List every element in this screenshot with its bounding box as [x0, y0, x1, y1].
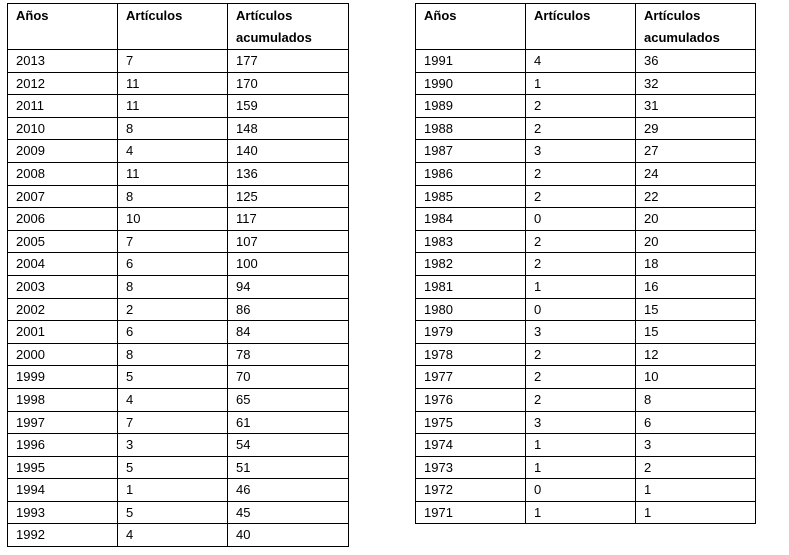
cell-articles: 11 [118, 162, 228, 185]
cell-year: 1990 [416, 72, 526, 95]
cell-cumulative: 1 [636, 479, 756, 502]
cell-year: 1986 [416, 162, 526, 185]
cell-articles: 2 [526, 343, 636, 366]
cell-cumulative: 100 [228, 253, 349, 276]
cell-cumulative: 6 [636, 411, 756, 434]
cell-cumulative: 51 [228, 456, 349, 479]
cell-articles: 6 [118, 253, 228, 276]
cell-cumulative: 46 [228, 479, 349, 502]
header-cumulative [228, 4, 349, 50]
cell-articles: 4 [118, 388, 228, 411]
cell-year: 2012 [8, 72, 118, 95]
cell-articles: 10 [118, 208, 228, 231]
cell-cumulative: 170 [228, 72, 349, 95]
cell-articles: 2 [526, 185, 636, 208]
cell-articles: 8 [118, 343, 228, 366]
cell-year: 2006 [8, 208, 118, 231]
cell-articles: 1 [526, 456, 636, 479]
cell-cumulative: 12 [636, 343, 756, 366]
cell-cumulative: 10 [636, 366, 756, 389]
cell-articles: 8 [118, 275, 228, 298]
cell-articles: 1 [118, 479, 228, 502]
cell-articles: 5 [118, 456, 228, 479]
cell-articles: 2 [526, 95, 636, 118]
cell-year: 1991 [416, 50, 526, 73]
cell-cumulative: 65 [228, 388, 349, 411]
cell-articles: 11 [118, 72, 228, 95]
table-header-row [416, 4, 756, 50]
table-row [8, 117, 349, 140]
cell-year: 1992 [8, 524, 118, 547]
cell-year: 1981 [416, 275, 526, 298]
cell-cumulative: 159 [228, 95, 349, 118]
cell-cumulative: 61 [228, 411, 349, 434]
cell-articles: 4 [526, 50, 636, 73]
table-row [8, 298, 349, 321]
table-row [8, 524, 349, 547]
cell-year: 1979 [416, 321, 526, 344]
table-row [416, 230, 756, 253]
table-row [416, 321, 756, 344]
cell-cumulative: 8 [636, 388, 756, 411]
cell-articles: 4 [118, 140, 228, 163]
cell-year: 2013 [8, 50, 118, 73]
table-row [8, 366, 349, 389]
table-row [8, 50, 349, 73]
table-header-row [8, 4, 349, 50]
cell-articles: 2 [526, 162, 636, 185]
cell-cumulative: 32 [636, 72, 756, 95]
cell-cumulative: 177 [228, 50, 349, 73]
cell-articles: 8 [118, 185, 228, 208]
cell-cumulative: 94 [228, 275, 349, 298]
header-cumulative-line1: Artículos [236, 8, 293, 23]
table-row [8, 343, 349, 366]
cell-cumulative: 16 [636, 275, 756, 298]
cell-year: 1996 [8, 434, 118, 457]
cell-cumulative: 86 [228, 298, 349, 321]
cell-cumulative: 20 [636, 230, 756, 253]
cell-year: 2001 [8, 321, 118, 344]
table-row [416, 117, 756, 140]
cell-cumulative: 15 [636, 321, 756, 344]
cell-year: 1971 [416, 501, 526, 524]
cell-articles: 2 [526, 230, 636, 253]
cell-articles: 0 [526, 479, 636, 502]
table-row [416, 208, 756, 231]
cell-cumulative: 107 [228, 230, 349, 253]
table-row [416, 501, 756, 524]
table-row [8, 140, 349, 163]
table-row [8, 208, 349, 231]
cell-year: 1993 [8, 501, 118, 524]
cell-cumulative: 148 [228, 117, 349, 140]
cell-articles: 4 [118, 524, 228, 547]
cell-cumulative: 36 [636, 50, 756, 73]
table-row [8, 434, 349, 457]
table-row [8, 95, 349, 118]
cell-articles: 11 [118, 95, 228, 118]
cell-year: 1985 [416, 185, 526, 208]
cell-year: 1973 [416, 456, 526, 479]
cell-articles: 5 [118, 501, 228, 524]
header-cumulative [636, 4, 756, 50]
cell-articles: 7 [118, 230, 228, 253]
cell-year: 2009 [8, 140, 118, 163]
cell-articles: 3 [526, 321, 636, 344]
cell-articles: 2 [526, 366, 636, 389]
cell-articles: 1 [526, 501, 636, 524]
cell-cumulative: 54 [228, 434, 349, 457]
table-body-left [8, 50, 349, 547]
cell-cumulative: 20 [636, 208, 756, 231]
header-cumulative-line2: acumulados [236, 30, 312, 45]
cell-cumulative: 70 [228, 366, 349, 389]
cell-year: 1995 [8, 456, 118, 479]
header-year: Años [8, 4, 118, 50]
cell-articles: 6 [118, 321, 228, 344]
cell-year: 2011 [8, 95, 118, 118]
cell-year: 2007 [8, 185, 118, 208]
cell-articles: 2 [526, 253, 636, 276]
table-row [416, 275, 756, 298]
cell-articles: 5 [118, 366, 228, 389]
table-row [416, 479, 756, 502]
table-row [416, 50, 756, 73]
cell-cumulative: 117 [228, 208, 349, 231]
header-year: Años [416, 4, 526, 50]
table-row [8, 456, 349, 479]
cell-cumulative: 3 [636, 434, 756, 457]
cell-year: 1977 [416, 366, 526, 389]
table-row [8, 411, 349, 434]
cell-year: 1974 [416, 434, 526, 457]
table-row [8, 479, 349, 502]
cell-articles: 8 [118, 117, 228, 140]
cell-articles: 1 [526, 275, 636, 298]
cell-cumulative: 78 [228, 343, 349, 366]
cell-cumulative: 29 [636, 117, 756, 140]
cell-year: 1978 [416, 343, 526, 366]
cell-year: 2010 [8, 117, 118, 140]
table-row [416, 95, 756, 118]
cell-year: 1988 [416, 117, 526, 140]
cell-articles: 7 [118, 411, 228, 434]
cell-year: 1984 [416, 208, 526, 231]
table-row [8, 185, 349, 208]
cell-cumulative: 84 [228, 321, 349, 344]
cell-articles: 2 [526, 117, 636, 140]
cell-articles: 2 [118, 298, 228, 321]
cell-cumulative: 22 [636, 185, 756, 208]
cell-cumulative: 140 [228, 140, 349, 163]
cell-cumulative: 125 [228, 185, 349, 208]
table-row [8, 275, 349, 298]
cell-articles: 0 [526, 208, 636, 231]
cell-articles: 7 [118, 50, 228, 73]
cell-articles: 3 [526, 411, 636, 434]
cell-cumulative: 24 [636, 162, 756, 185]
cell-year: 1999 [8, 366, 118, 389]
table-row [8, 253, 349, 276]
cell-year: 1975 [416, 411, 526, 434]
table-row [8, 321, 349, 344]
table-row [416, 253, 756, 276]
cell-articles: 2 [526, 388, 636, 411]
table-row [8, 162, 349, 185]
cell-year: 2000 [8, 343, 118, 366]
table-row [416, 140, 756, 163]
table-row [8, 72, 349, 95]
articles-table-right [415, 3, 756, 524]
cell-year: 1987 [416, 140, 526, 163]
cell-year: 1976 [416, 388, 526, 411]
cell-cumulative: 136 [228, 162, 349, 185]
header-articles: Artículos [526, 4, 636, 50]
table-row [8, 230, 349, 253]
table-row [416, 343, 756, 366]
cell-year: 1997 [8, 411, 118, 434]
table-row [416, 72, 756, 95]
table-body-right [416, 50, 756, 524]
table-row [416, 366, 756, 389]
cell-cumulative: 45 [228, 501, 349, 524]
cell-articles: 1 [526, 72, 636, 95]
table-row [416, 434, 756, 457]
table-row [416, 162, 756, 185]
cell-year: 1998 [8, 388, 118, 411]
cell-year: 2005 [8, 230, 118, 253]
cell-year: 1982 [416, 253, 526, 276]
cell-cumulative: 1 [636, 501, 756, 524]
cell-year: 2002 [8, 298, 118, 321]
cell-cumulative: 40 [228, 524, 349, 547]
cell-cumulative: 15 [636, 298, 756, 321]
cell-year: 2004 [8, 253, 118, 276]
articles-table-left [7, 3, 349, 547]
cell-articles: 3 [118, 434, 228, 457]
table-row [416, 185, 756, 208]
header-cumulative-line1: Artículos [644, 8, 701, 23]
cell-cumulative: 31 [636, 95, 756, 118]
cell-articles: 3 [526, 140, 636, 163]
cell-year: 1983 [416, 230, 526, 253]
cell-year: 1980 [416, 298, 526, 321]
cell-articles: 0 [526, 298, 636, 321]
table-row [416, 411, 756, 434]
cell-year: 1994 [8, 479, 118, 502]
table-row [416, 456, 756, 479]
table-row [416, 388, 756, 411]
cell-year: 1989 [416, 95, 526, 118]
cell-cumulative: 27 [636, 140, 756, 163]
cell-year: 2008 [8, 162, 118, 185]
table-row [8, 388, 349, 411]
cell-year: 1972 [416, 479, 526, 502]
cell-cumulative: 18 [636, 253, 756, 276]
header-articles: Artículos [118, 4, 228, 50]
header-cumulative-line2: acumulados [644, 30, 720, 45]
cell-year: 2003 [8, 275, 118, 298]
table-row [8, 501, 349, 524]
table-row [416, 298, 756, 321]
cell-articles: 1 [526, 434, 636, 457]
cell-cumulative: 2 [636, 456, 756, 479]
